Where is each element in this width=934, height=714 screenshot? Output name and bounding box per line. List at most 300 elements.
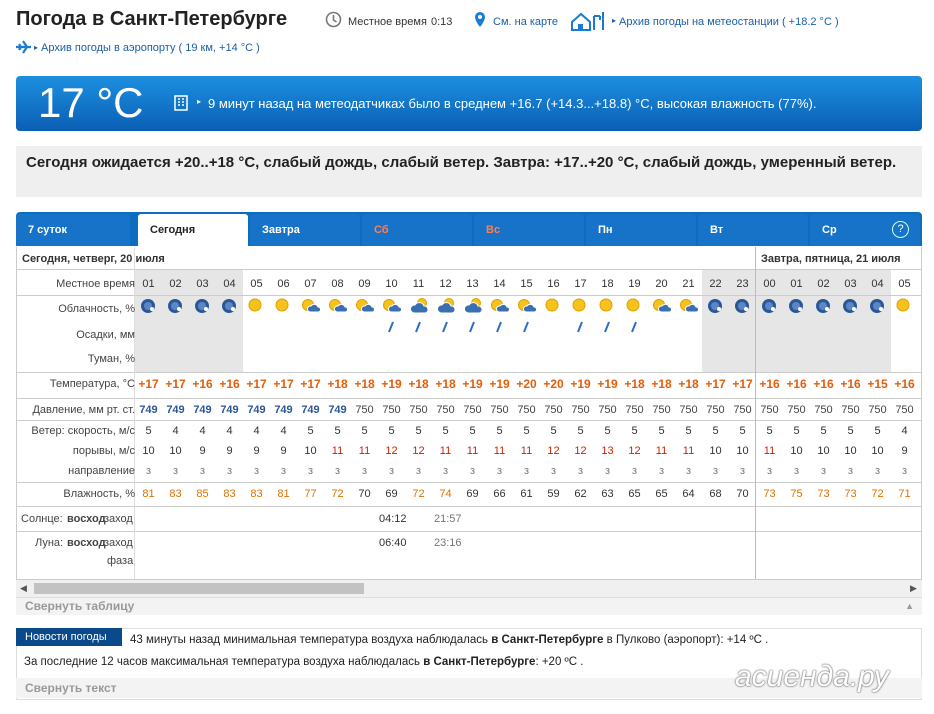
humidity-cell: 83 bbox=[223, 488, 236, 500]
archive-airport-text: Архив погоды в аэропорту bbox=[41, 42, 176, 54]
help-icon[interactable]: ? bbox=[892, 221, 909, 238]
news-line-1-city: в Санкт-Петербурге bbox=[491, 634, 604, 646]
humidity-cell: 70 bbox=[736, 488, 749, 500]
wind-direction-cell: з bbox=[847, 465, 854, 477]
temperature-cell: +18 bbox=[354, 377, 375, 391]
moon-label: Луна: bbox=[35, 537, 64, 549]
wind-speed-cell: 5 bbox=[712, 425, 719, 437]
wind-gust-cell: 10 bbox=[709, 445, 722, 457]
news-line-1-value: в Пулково (аэропорт): +14 ºC . bbox=[603, 634, 769, 646]
wind-gust-cell: 10 bbox=[142, 445, 155, 457]
pressure-cell: 750 bbox=[463, 404, 482, 416]
humidity-cell: 63 bbox=[601, 488, 614, 500]
moon-cloud-icon bbox=[162, 297, 189, 317]
temperature-cell: +18 bbox=[435, 377, 456, 391]
pressure-cell: 749 bbox=[166, 404, 185, 416]
hour-cell: 11 bbox=[412, 278, 425, 290]
wind-speed-cell: 5 bbox=[415, 425, 422, 437]
rain-drop-icon bbox=[621, 320, 648, 334]
news-line-2 bbox=[24, 656, 583, 668]
news-line-1-text: 43 минуты назад минимальная температура воздуха наблюдалась bbox=[130, 634, 492, 646]
humidity-cell: 68 bbox=[709, 488, 722, 500]
row-label-humidity: Влажность, % bbox=[63, 488, 135, 500]
collapse-table-button[interactable] bbox=[16, 597, 922, 615]
pressure-cell: 750 bbox=[814, 404, 833, 416]
temperature-cell: +17 bbox=[300, 377, 321, 391]
humidity-cell: 83 bbox=[169, 488, 182, 500]
temperature-cell: +15 bbox=[867, 377, 888, 391]
moon-cloud-icon bbox=[783, 297, 810, 317]
pressure-cell: 750 bbox=[895, 404, 914, 416]
wind-speed-cell: 5 bbox=[631, 425, 638, 437]
wind-gust-cell: 11 bbox=[655, 445, 668, 457]
tab-2[interactable]: Завтра bbox=[250, 214, 360, 246]
row-divider bbox=[17, 420, 922, 421]
sun-icon bbox=[594, 297, 621, 317]
hour-cell: 16 bbox=[547, 278, 560, 290]
cloud-sun-icon bbox=[405, 297, 432, 317]
pressure-cell: 749 bbox=[220, 404, 239, 416]
horizontal-scrollbar[interactable] bbox=[16, 580, 922, 597]
news-line-1 bbox=[130, 634, 768, 646]
wind-speed-cell: 5 bbox=[523, 425, 530, 437]
pressure-cell: 749 bbox=[301, 404, 320, 416]
tab-5[interactable]: Пн bbox=[586, 214, 696, 246]
wind-gust-cell: 11 bbox=[763, 445, 776, 457]
tab-6[interactable]: Вт bbox=[698, 214, 808, 246]
temperature-cell: +17 bbox=[732, 377, 753, 391]
temperature-cell: +19 bbox=[570, 377, 591, 391]
wind-speed-cell: 5 bbox=[577, 425, 584, 437]
wind-direction-cell: з bbox=[253, 465, 260, 477]
news-line-2-text: За последние 12 часов максимальная температура воздуха наблюдалась bbox=[24, 656, 424, 668]
humidity-cell: 72 bbox=[331, 488, 344, 500]
moon-phase-label: фаза bbox=[107, 555, 134, 567]
sun-icon bbox=[891, 297, 918, 317]
sun-icon bbox=[243, 297, 270, 317]
hour-cell: 03 bbox=[844, 278, 857, 290]
wind-gust-cell: 10 bbox=[844, 445, 857, 457]
temperature-cell: +19 bbox=[462, 377, 483, 391]
row-label-pressure: Давление, мм рт. ст. bbox=[32, 404, 135, 416]
wind-direction-cell: з bbox=[496, 465, 503, 477]
wind-gust-cell: 13 bbox=[601, 445, 614, 457]
hour-cell: 10 bbox=[385, 278, 398, 290]
wind-gust-cell: 11 bbox=[493, 445, 506, 457]
wind-speed-cell: 5 bbox=[361, 425, 368, 437]
rain-drop-icon bbox=[513, 320, 540, 334]
map-link[interactable]: См. на карте bbox=[493, 16, 558, 28]
temperature-cell: +16 bbox=[840, 377, 861, 391]
sun-cloud-icon bbox=[648, 297, 675, 317]
hour-cell: 07 bbox=[304, 278, 317, 290]
wind-gust-cell: 11 bbox=[439, 445, 452, 457]
local-time-label: Местное время bbox=[348, 16, 427, 28]
pressure-cell: 750 bbox=[490, 404, 509, 416]
hour-cell: 18 bbox=[601, 278, 614, 290]
wind-gust-cell: 12 bbox=[412, 445, 425, 457]
rain-drop-icon bbox=[459, 320, 486, 334]
pressure-cell: 750 bbox=[679, 404, 698, 416]
tab-1[interactable]: Сегодня bbox=[138, 214, 248, 246]
pressure-cell: 750 bbox=[571, 404, 590, 416]
wind-direction-cell: з bbox=[280, 465, 287, 477]
humidity-cell: 66 bbox=[493, 488, 506, 500]
cloud-sun-icon bbox=[432, 297, 459, 317]
wind-direction-cell: з bbox=[901, 465, 908, 477]
wind-direction-cell: з bbox=[739, 465, 746, 477]
sun-icon bbox=[270, 297, 297, 317]
wind-speed-cell: 5 bbox=[766, 425, 773, 437]
pressure-cell: 749 bbox=[274, 404, 293, 416]
humidity-cell: 85 bbox=[196, 488, 209, 500]
temperature-cell: +16 bbox=[759, 377, 780, 391]
news-line-2-value: : +20 ºC . bbox=[535, 656, 584, 668]
wind-direction-cell: з bbox=[712, 465, 719, 477]
wind-speed-cell: 5 bbox=[793, 425, 800, 437]
humidity-cell: 59 bbox=[547, 488, 560, 500]
temperature-cell: +20 bbox=[543, 377, 564, 391]
wind-speed-cell: 5 bbox=[658, 425, 665, 437]
pressure-cell: 750 bbox=[355, 404, 374, 416]
rain-drop-icon bbox=[486, 320, 513, 334]
pressure-cell: 749 bbox=[328, 404, 347, 416]
humidity-cell: 73 bbox=[763, 488, 776, 500]
pressure-cell: 750 bbox=[436, 404, 455, 416]
row-divider bbox=[17, 482, 922, 483]
wind-gust-cell: 10 bbox=[817, 445, 830, 457]
hour-cell: 23 bbox=[736, 278, 749, 290]
local-time-value: 0:13 bbox=[431, 16, 453, 28]
temperature-cell: +18 bbox=[651, 377, 672, 391]
hour-cell: 03 bbox=[196, 278, 209, 290]
sunset-label: заход bbox=[104, 513, 133, 525]
hour-cell: 15 bbox=[520, 278, 533, 290]
wind-direction-cell: з bbox=[658, 465, 665, 477]
wind-speed-cell: 5 bbox=[442, 425, 449, 437]
wind-direction-cell: з bbox=[577, 465, 584, 477]
hour-cell: 08 bbox=[331, 278, 344, 290]
rain-drop-icon bbox=[594, 320, 621, 334]
temperature-cell: +17 bbox=[165, 377, 186, 391]
moon-cloud-icon bbox=[837, 297, 864, 317]
hour-cell: 13 bbox=[466, 278, 479, 290]
collapse-table-label: Свернуть таблицу bbox=[25, 599, 135, 613]
temperature-cell: +16 bbox=[786, 377, 807, 391]
temperature-cell: +17 bbox=[138, 377, 159, 391]
hour-cell: 14 bbox=[493, 278, 506, 290]
pressure-cell: 750 bbox=[868, 404, 887, 416]
row-label-temp: Температура, °C bbox=[49, 378, 135, 390]
row-label-gusts: порывы, м/с bbox=[72, 445, 135, 457]
humidity-cell: 77 bbox=[304, 488, 317, 500]
wind-speed-cell: 5 bbox=[604, 425, 611, 437]
temperature-cell: +16 bbox=[219, 377, 240, 391]
temperature-cell: +17 bbox=[705, 377, 726, 391]
wind-gust-cell: 11 bbox=[520, 445, 533, 457]
news-badge: Новости погоды bbox=[16, 628, 122, 646]
sunrise-label: восход bbox=[67, 513, 106, 525]
hour-cell: 04 bbox=[223, 278, 236, 290]
temperature-cell: +18 bbox=[624, 377, 645, 391]
wind-direction-cell: з bbox=[874, 465, 881, 477]
wind-direction-cell: з bbox=[604, 465, 611, 477]
page-title: Погода в Санкт-Петербурге bbox=[16, 8, 288, 30]
wind-gust-cell: 12 bbox=[574, 445, 587, 457]
rain-drop-icon bbox=[378, 320, 405, 334]
tab-0[interactable]: 7 суток bbox=[16, 214, 130, 246]
wind-direction-cell: з bbox=[307, 465, 314, 477]
pressure-cell: 750 bbox=[598, 404, 617, 416]
pressure-cell: 750 bbox=[841, 404, 860, 416]
building-icon bbox=[173, 93, 189, 111]
pressure-cell: 750 bbox=[382, 404, 401, 416]
wind-direction-cell: з bbox=[172, 465, 179, 477]
moon-cloud-icon bbox=[189, 297, 216, 317]
wind-speed-cell: 5 bbox=[847, 425, 854, 437]
humidity-cell: 72 bbox=[871, 488, 884, 500]
temperature-cell: +16 bbox=[894, 377, 915, 391]
wind-speed-cell: 4 bbox=[199, 425, 206, 437]
pressure-cell: 750 bbox=[652, 404, 671, 416]
wind-gust-cell: 10 bbox=[790, 445, 803, 457]
moonset-label: заход bbox=[104, 537, 133, 549]
temperature-cell: +20 bbox=[516, 377, 537, 391]
pressure-cell: 750 bbox=[409, 404, 428, 416]
wind-speed-cell: 5 bbox=[388, 425, 395, 437]
forecast-summary: Сегодня ожидается +20..+18 °C, слабый дождь, слабый ветер. Завтра: +17..+20 °C, слабый дождь, умеренный ветер. bbox=[16, 146, 922, 197]
tab-7[interactable]: Ср bbox=[810, 214, 920, 246]
chevron-up-icon: ▲ bbox=[905, 601, 914, 611]
wind-speed-cell: 4 bbox=[901, 425, 908, 437]
wind-gust-cell: 9 bbox=[199, 445, 206, 457]
hour-cell: 09 bbox=[358, 278, 371, 290]
wind-gust-cell: 11 bbox=[466, 445, 479, 457]
wind-gust-cell: 10 bbox=[304, 445, 317, 457]
sun-cloud-icon bbox=[675, 297, 702, 317]
arrow-right-icon: ▸ bbox=[197, 97, 202, 106]
wind-direction-cell: з bbox=[550, 465, 557, 477]
day-header-today: Сегодня, четверг, 20 июля bbox=[22, 253, 165, 265]
sun-cloud-icon bbox=[324, 297, 351, 317]
wind-gust-cell: 11 bbox=[682, 445, 695, 457]
wind-gust-cell: 11 bbox=[358, 445, 371, 457]
pressure-cell: 750 bbox=[544, 404, 563, 416]
wind-direction-cell: з bbox=[388, 465, 395, 477]
wind-gust-cell: 11 bbox=[331, 445, 344, 457]
moon-cloud-icon bbox=[135, 297, 162, 317]
moonset-time: 23:16 bbox=[434, 537, 462, 549]
temperature-cell: +18 bbox=[327, 377, 348, 391]
collapse-text-button[interactable]: Свернуть текст bbox=[16, 678, 922, 698]
temperature-cell: +17 bbox=[246, 377, 267, 391]
forecast-table bbox=[16, 247, 922, 580]
sunrise-time: 04:12 bbox=[379, 513, 407, 525]
temperature-cell: +17 bbox=[273, 377, 294, 391]
archive-station-temp: ( +18.2 °C ) bbox=[781, 16, 839, 28]
rain-drop-icon bbox=[567, 320, 594, 334]
weather-station-icon bbox=[570, 10, 610, 32]
sun-cloud-icon bbox=[513, 297, 540, 317]
wind-speed-cell: 5 bbox=[496, 425, 503, 437]
tab-3[interactable]: Сб bbox=[362, 214, 472, 246]
row-label-direction: направление bbox=[68, 465, 135, 477]
row-label-precip: Осадки, мм bbox=[76, 329, 135, 341]
hour-cell: 20 bbox=[655, 278, 668, 290]
wind-gust-cell: 10 bbox=[871, 445, 884, 457]
humidity-cell: 83 bbox=[250, 488, 263, 500]
humidity-cell: 81 bbox=[142, 488, 155, 500]
wind-direction-cell: з bbox=[415, 465, 422, 477]
wind-direction-cell: з bbox=[631, 465, 638, 477]
rain-drop-icon bbox=[432, 320, 459, 334]
hour-cell: 21 bbox=[682, 278, 695, 290]
humidity-cell: 72 bbox=[412, 488, 425, 500]
pressure-cell: 749 bbox=[139, 404, 158, 416]
hour-cell: 19 bbox=[628, 278, 641, 290]
wind-direction-cell: з bbox=[442, 465, 449, 477]
wind-speed-cell: 5 bbox=[820, 425, 827, 437]
pressure-cell: 750 bbox=[706, 404, 725, 416]
moon-cloud-icon bbox=[216, 297, 243, 317]
humidity-cell: 73 bbox=[844, 488, 857, 500]
temperature-cell: +19 bbox=[597, 377, 618, 391]
tab-4[interactable]: Вс bbox=[474, 214, 584, 246]
humidity-cell: 73 bbox=[817, 488, 830, 500]
temperature-cell: +18 bbox=[408, 377, 429, 391]
humidity-cell: 65 bbox=[628, 488, 641, 500]
hour-cell: 02 bbox=[817, 278, 830, 290]
humidity-cell: 74 bbox=[439, 488, 452, 500]
wind-speed-cell: 5 bbox=[739, 425, 746, 437]
hour-cell: 12 bbox=[439, 278, 452, 290]
wind-speed-cell: 5 bbox=[307, 425, 314, 437]
row-label-wind: Ветер: скорость, м/с bbox=[31, 425, 135, 437]
current-temperature: 17 °C bbox=[38, 79, 144, 126]
cloud-sun-icon bbox=[459, 297, 486, 317]
archive-station-text: Архив погоды на метеостанции bbox=[619, 16, 779, 28]
humidity-cell: 61 bbox=[520, 488, 533, 500]
wind-gust-cell: 9 bbox=[226, 445, 233, 457]
archive-airport-detail: ( 19 км, +14 °C ) bbox=[178, 42, 260, 54]
wind-direction-cell: з bbox=[199, 465, 206, 477]
scroll-left-icon[interactable]: ◀ bbox=[20, 583, 27, 593]
arrow-right-icon: ▸ bbox=[612, 16, 617, 25]
scrollbar-thumb[interactable] bbox=[34, 583, 364, 594]
sun-cloud-icon bbox=[486, 297, 513, 317]
row-divider bbox=[17, 506, 922, 507]
wind-direction-cell: з bbox=[145, 465, 152, 477]
wind-speed-cell: 5 bbox=[685, 425, 692, 437]
humidity-cell: 75 bbox=[790, 488, 803, 500]
pressure-cell: 750 bbox=[733, 404, 752, 416]
current-weather-text: 9 минут назад на метеодатчиках было в среднем +16.7 (+14.3...+18.8) °C, высокая влажность (77%). bbox=[208, 96, 817, 111]
sun-label: Солнце: bbox=[21, 513, 63, 525]
wind-gust-cell: 12 bbox=[628, 445, 641, 457]
map-pin-icon bbox=[473, 11, 487, 29]
wind-direction-cell: з bbox=[469, 465, 476, 477]
humidity-cell: 81 bbox=[277, 488, 290, 500]
wind-speed-cell: 4 bbox=[172, 425, 179, 437]
wind-gust-cell: 10 bbox=[736, 445, 749, 457]
moon-cloud-icon bbox=[756, 297, 783, 317]
wind-speed-cell: 5 bbox=[874, 425, 881, 437]
wind-gust-cell: 10 bbox=[169, 445, 182, 457]
wind-direction-cell: з bbox=[523, 465, 530, 477]
wind-direction-cell: з bbox=[766, 465, 773, 477]
sunset-time: 21:57 bbox=[434, 513, 462, 525]
moonrise-label: восход bbox=[67, 537, 106, 549]
humidity-cell: 65 bbox=[655, 488, 668, 500]
wind-direction-cell: з bbox=[820, 465, 827, 477]
wind-speed-cell: 5 bbox=[145, 425, 152, 437]
temperature-cell: +18 bbox=[678, 377, 699, 391]
moon-cloud-icon bbox=[810, 297, 837, 317]
row-divider bbox=[17, 372, 922, 373]
hour-cell: 01 bbox=[790, 278, 803, 290]
hour-cell: 05 bbox=[898, 278, 911, 290]
row-label-time: Местное время bbox=[56, 278, 135, 290]
pressure-cell: 750 bbox=[760, 404, 779, 416]
wind-gust-cell: 9 bbox=[901, 445, 908, 457]
humidity-cell: 64 bbox=[682, 488, 695, 500]
row-divider bbox=[17, 398, 922, 399]
temperature-cell: +16 bbox=[192, 377, 213, 391]
sun-icon bbox=[567, 297, 594, 317]
moonrise-time: 06:40 bbox=[379, 537, 407, 549]
moon-cloud-icon bbox=[702, 297, 729, 317]
humidity-cell: 69 bbox=[466, 488, 479, 500]
scroll-right-icon[interactable]: ▶ bbox=[910, 583, 917, 593]
wind-direction-cell: з bbox=[361, 465, 368, 477]
news-line-2-city: в Санкт-Петербурге bbox=[423, 656, 536, 668]
humidity-cell: 71 bbox=[898, 488, 911, 500]
moon-cloud-icon bbox=[729, 297, 756, 317]
moon-cloud-icon bbox=[864, 297, 891, 317]
archive-airport-link[interactable] bbox=[41, 42, 260, 54]
hour-cell: 02 bbox=[169, 278, 182, 290]
hour-cell: 05 bbox=[250, 278, 263, 290]
day-header-tomorrow: Завтра, пятница, 21 июля bbox=[761, 253, 901, 265]
temperature-cell: +16 bbox=[813, 377, 834, 391]
wind-speed-cell: 5 bbox=[334, 425, 341, 437]
hour-cell: 06 bbox=[277, 278, 290, 290]
plane-icon bbox=[15, 39, 32, 54]
row-divider bbox=[17, 531, 922, 532]
sun-cloud-icon bbox=[297, 297, 324, 317]
archive-station-link[interactable] bbox=[619, 16, 839, 28]
hour-cell: 00 bbox=[763, 278, 776, 290]
row-label-fog: Туман, % bbox=[87, 353, 135, 365]
temperature-cell: +19 bbox=[381, 377, 402, 391]
sun-cloud-icon bbox=[351, 297, 378, 317]
wind-gust-cell: 12 bbox=[385, 445, 398, 457]
wind-speed-cell: 4 bbox=[253, 425, 260, 437]
rain-drop-icon bbox=[405, 320, 432, 334]
wind-gust-cell: 9 bbox=[280, 445, 287, 457]
row-divider bbox=[17, 269, 922, 270]
hour-cell: 04 bbox=[871, 278, 884, 290]
arrow-right-icon: ▸ bbox=[34, 43, 39, 52]
wind-direction-cell: з bbox=[334, 465, 341, 477]
wind-direction-cell: з bbox=[793, 465, 800, 477]
moon-phase-icon bbox=[437, 556, 451, 574]
hour-cell: 01 bbox=[142, 278, 155, 290]
wind-gust-cell: 9 bbox=[253, 445, 260, 457]
sun-icon bbox=[540, 297, 567, 317]
wind-direction-cell: з bbox=[226, 465, 233, 477]
current-weather-bar bbox=[16, 76, 922, 131]
